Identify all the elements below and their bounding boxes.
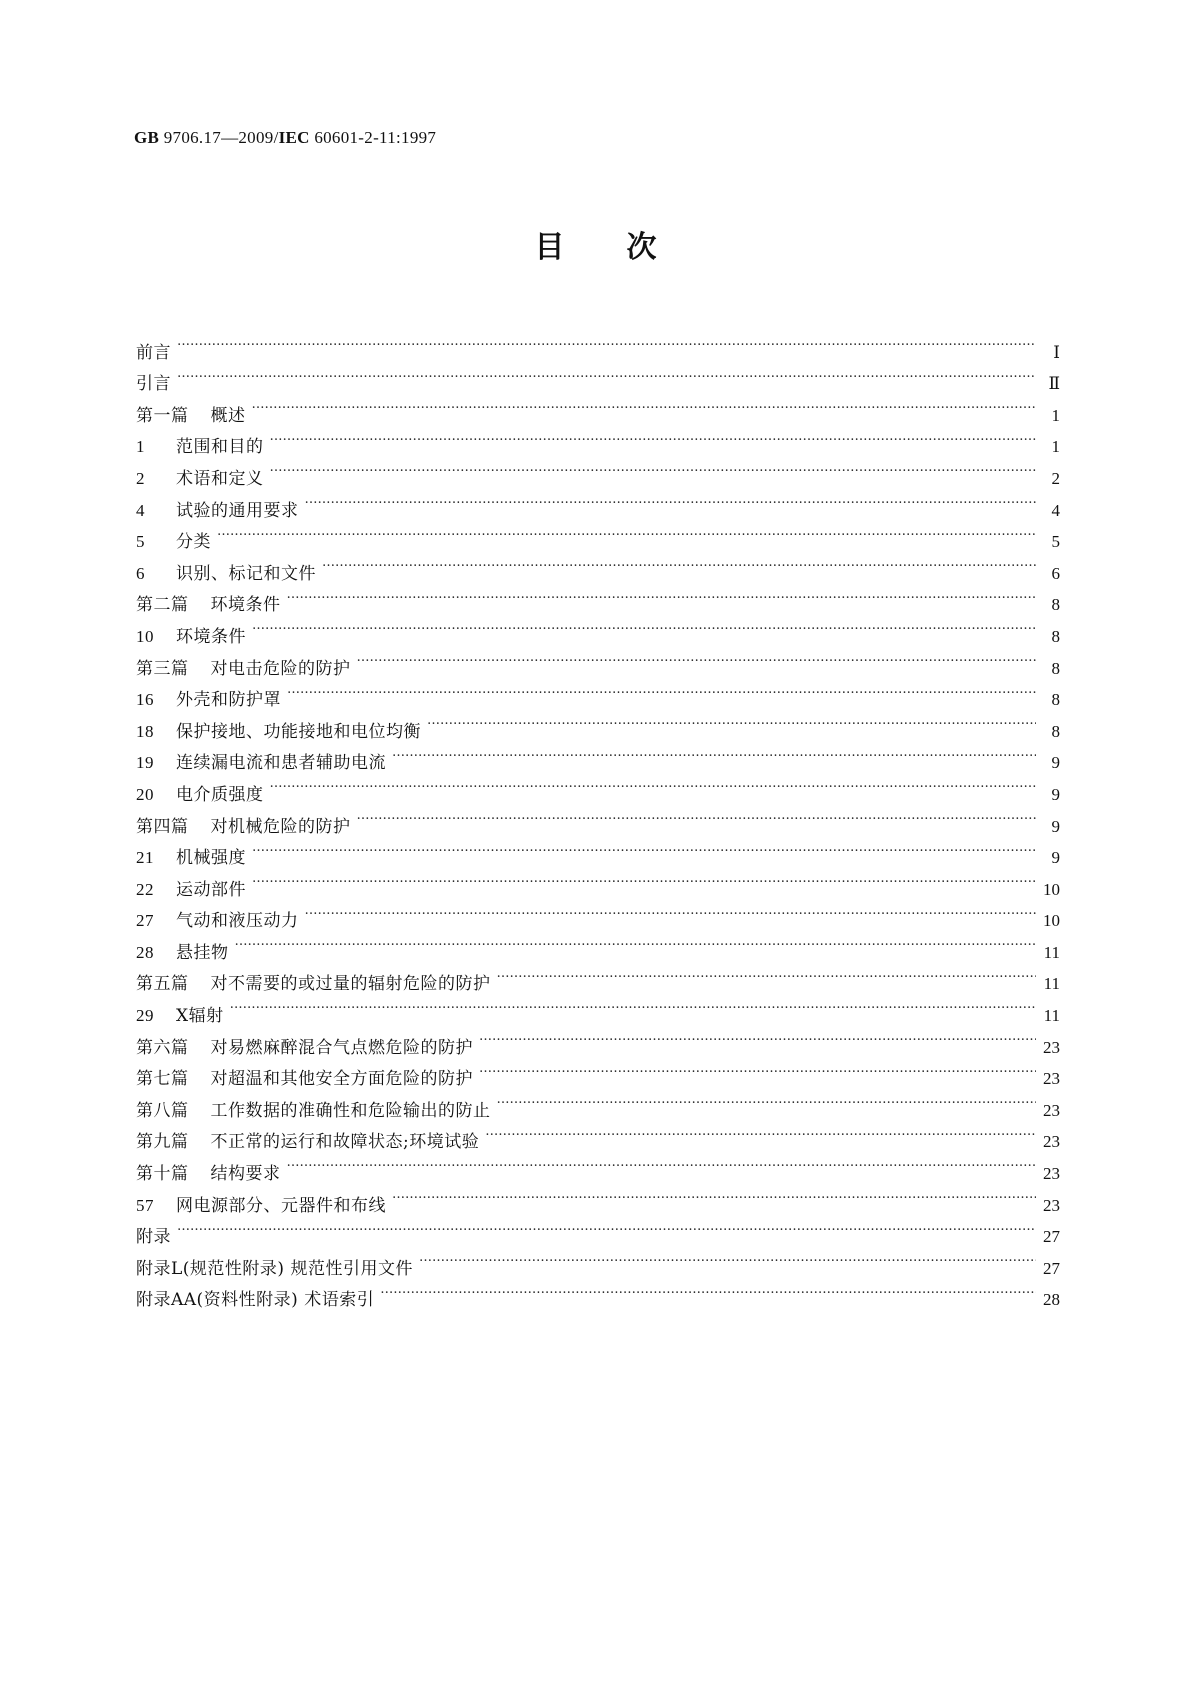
toc-entry[interactable] [136, 389, 1060, 426]
standard-code-prefix: GB [134, 128, 160, 147]
toc-entry-label [136, 1158, 281, 1191]
toc-entry-title: X辐射 [176, 1006, 224, 1027]
toc-entry-title: 前言 [136, 342, 171, 363]
toc-page-number: 9 [1051, 848, 1060, 868]
toc-page-number: Ⅰ [1053, 342, 1060, 362]
toc-entry-number: 2 [136, 468, 145, 488]
iec-code-prefix: IEC [278, 128, 310, 147]
toc-entry-title: 识别、标记和文件 [176, 563, 316, 584]
toc-page-number: 28 [1043, 1290, 1060, 1310]
toc-page-number: 10 [1043, 879, 1060, 899]
toc-entry-number: 第八篇 [136, 1100, 189, 1120]
toc-dot-leader [479, 1053, 1036, 1085]
toc-entry-number: 5 [136, 532, 145, 552]
toc-entry-label [136, 1222, 171, 1254]
toc-page-number: 1 [1051, 437, 1060, 457]
toc-entry[interactable] [136, 421, 1060, 458]
toc-entry-label [136, 842, 246, 875]
toc-page-number: 27 [1043, 1227, 1060, 1247]
toc-dot-leader [252, 832, 1036, 864]
toc-page-number: 10 [1043, 911, 1060, 931]
toc-dot-leader [392, 737, 1036, 769]
toc-dot-leader [230, 989, 1036, 1021]
toc-page-number: 11 [1043, 1006, 1060, 1026]
toc-page-number: 23 [1043, 1069, 1060, 1089]
toc-dot-leader [177, 326, 1036, 358]
toc-entry-number: 第九篇 [136, 1132, 189, 1152]
toc-entry-label [136, 400, 246, 433]
toc-entry-label [136, 1063, 473, 1096]
toc-entry[interactable] [136, 516, 1060, 553]
toc-page-number: 23 [1043, 1100, 1060, 1120]
toc-entry[interactable] [136, 1021, 1060, 1058]
toc-entry[interactable] [136, 452, 1060, 489]
toc-entry-number: 第十篇 [136, 1164, 189, 1184]
toc-dot-leader [357, 800, 1037, 832]
toc-page-number: 23 [1043, 1132, 1060, 1152]
toc-page-number: 9 [1051, 753, 1060, 773]
toc-entry-title: 机械强度 [176, 848, 246, 869]
toc-entry[interactable] [136, 926, 1060, 963]
toc-page-number: 23 [1043, 1164, 1060, 1184]
toc-entry-title: 附录L(规范性附录) 规范性引用文件 [136, 1258, 413, 1279]
toc-entry[interactable] [136, 989, 1060, 1027]
toc-entry[interactable] [136, 768, 1060, 805]
toc-entry[interactable] [136, 484, 1060, 521]
toc-entry-number: 4 [136, 500, 145, 520]
toc-entry-label [136, 369, 171, 401]
toc-entry-label [136, 684, 281, 717]
toc-entry-number: 22 [136, 879, 154, 899]
toc-entry[interactable] [136, 832, 1060, 869]
toc-entry[interactable] [136, 800, 1060, 837]
toc-dot-leader [322, 547, 1036, 579]
toc-entry[interactable] [136, 610, 1060, 647]
toc-dot-leader [485, 1116, 1036, 1148]
toc-entry-number: 19 [136, 753, 154, 773]
toc-page-number: 8 [1051, 690, 1060, 710]
toc-page-number: 9 [1051, 784, 1060, 804]
toc-page-number: Ⅱ [1048, 374, 1060, 394]
toc-page-number: 5 [1051, 532, 1060, 552]
toc-entry-number: 1 [136, 437, 145, 457]
toc-entry-label [136, 874, 246, 907]
toc-entry-title: 对电击危险的防护 [210, 658, 351, 679]
toc-entry-label [136, 1095, 491, 1128]
toc-entry-label [136, 1254, 413, 1286]
toc-page-number: 27 [1043, 1258, 1060, 1278]
toc-dot-leader [270, 421, 1037, 453]
toc-entry-number: 27 [136, 911, 154, 931]
toc-entry-title: 对不需要的或过量的辐射危险的防护 [210, 974, 491, 995]
toc-dot-leader [427, 705, 1036, 737]
toc-entry-label [136, 779, 264, 812]
toc-page-number: 11 [1043, 942, 1060, 962]
toc-entry-number: 第七篇 [136, 1069, 189, 1089]
toc-entry-label [136, 937, 229, 970]
toc-entry-number: 18 [136, 721, 154, 741]
toc-page-number: 2 [1051, 468, 1060, 488]
page-title: 目次 [534, 230, 719, 265]
toc-entry-number: 6 [136, 563, 145, 583]
toc-entry[interactable] [136, 642, 1060, 679]
toc-entry-title: 附录AA(资料性附录) 术语索引 [136, 1290, 375, 1311]
toc-entry[interactable] [136, 358, 1060, 395]
toc-dot-leader [235, 926, 1037, 958]
toc-dot-leader [270, 452, 1037, 484]
toc-entry-title: 不正常的运行和故障状态;环境试验 [210, 1132, 480, 1153]
toc-dot-leader [252, 863, 1036, 895]
toc-entry[interactable] [136, 895, 1060, 932]
toc-entry-title: 附录 [136, 1227, 171, 1248]
toc-dot-leader [287, 674, 1036, 706]
toc-entry-number: 第四篇 [136, 816, 189, 836]
toc-page-number: 8 [1051, 626, 1060, 646]
toc-entry-title: 对易燃麻醉混合气点燃危险的防护 [210, 1037, 473, 1058]
toc-entry-number: 29 [136, 1006, 154, 1026]
toc-entry-label [136, 338, 171, 370]
toc-entry-title: 网电源部分、元器件和布线 [176, 1195, 386, 1216]
toc-entry[interactable] [136, 547, 1060, 584]
toc-entry[interactable] [136, 326, 1060, 363]
toc-dot-leader [177, 1211, 1036, 1243]
toc-entry-title: 保护接地、功能接地和电位均衡 [176, 721, 421, 742]
toc-entry-number: 16 [136, 690, 154, 710]
toc-entry-number: 第二篇 [136, 595, 189, 615]
toc-entry-label [136, 1000, 224, 1033]
toc-entry-label [136, 431, 264, 464]
toc-entry[interactable] [136, 1211, 1060, 1248]
toc-dot-leader [392, 1179, 1036, 1211]
toc-entry-title: 对超温和其他安全方面危险的防护 [210, 1069, 473, 1090]
toc-page-number: 6 [1051, 563, 1060, 583]
toc-entry-label [136, 463, 264, 496]
toc-entry-title: 概述 [210, 405, 246, 426]
toc-entry[interactable] [136, 1242, 1060, 1279]
toc-entry-title: 环境条件 [210, 595, 281, 616]
toc-entry-title: 对机械危险的防护 [210, 816, 351, 837]
toc-entry-number: 28 [136, 942, 154, 962]
standard-code-number: 9706.17—2009/ [163, 128, 279, 147]
toc-entry-title: 外壳和防护罩 [176, 690, 281, 711]
toc-dot-leader [497, 958, 1037, 990]
toc-entry-number: 第三篇 [136, 658, 189, 678]
toc-entry-title: 电介质强度 [176, 784, 264, 805]
toc-entry-title: 工作数据的准确性和危险输出的防止 [210, 1100, 491, 1121]
toc-entry-title: 环境条件 [176, 626, 246, 647]
toc-page-number: 8 [1051, 721, 1060, 741]
toc-entry-label [136, 526, 211, 559]
toc-entry-title: 悬挂物 [176, 942, 229, 963]
toc-entry-number: 20 [136, 784, 154, 804]
toc-entry-title: 连续漏电流和患者辅助电流 [176, 753, 386, 774]
toc-page-number: 11 [1043, 974, 1060, 994]
toc-dot-leader [479, 1021, 1036, 1053]
document-header [134, 128, 436, 148]
toc-dot-leader [380, 1274, 1036, 1306]
toc-dot-leader [287, 579, 1037, 611]
toc-dot-leader [305, 484, 1037, 516]
toc-entry-label [136, 1285, 374, 1317]
toc-entry-title: 术语和定义 [176, 468, 264, 489]
toc-entry-number: 第一篇 [136, 405, 189, 425]
toc-page-number: 23 [1043, 1195, 1060, 1215]
toc-page-number: 4 [1051, 500, 1060, 520]
toc-page-number: 1 [1051, 405, 1060, 425]
toc-entry-title: 范围和目的 [176, 437, 264, 458]
toc-entry-label [136, 621, 246, 654]
toc-dot-leader [419, 1242, 1036, 1274]
toc-entry-label [136, 716, 421, 749]
toc-dot-leader [357, 642, 1037, 674]
toc-entry-title: 分类 [176, 532, 211, 553]
toc-page-number: 8 [1051, 595, 1060, 615]
toc-dot-leader [217, 516, 1036, 548]
toc-dot-leader [270, 768, 1037, 800]
toc-dot-leader [305, 895, 1037, 927]
toc-entry-title: 气动和液压动力 [176, 911, 299, 932]
iec-code-number: 60601-2-11:1997 [314, 128, 437, 147]
toc-entry-number: 21 [136, 848, 154, 868]
toc-entry-title: 运动部件 [176, 879, 246, 900]
toc-entry-number: 10 [136, 626, 154, 646]
toc-entry-title: 结构要求 [210, 1164, 281, 1185]
toc-entry[interactable] [136, 863, 1060, 900]
toc-entry-number: 第五篇 [136, 974, 189, 994]
toc-entry-number: 57 [136, 1195, 154, 1215]
toc-entry-title: 试验的通用要求 [176, 500, 299, 521]
toc-entry-number: 第六篇 [136, 1037, 189, 1057]
toc-page-number: 9 [1051, 816, 1060, 836]
toc-entry[interactable] [136, 958, 1060, 995]
toc-entry-title: 引言 [136, 374, 171, 395]
table-of-contents [136, 326, 1060, 1311]
toc-entry-label [136, 1032, 473, 1065]
toc-dot-leader [177, 358, 1036, 390]
toc-dot-leader [252, 610, 1036, 642]
toc-page-number: 8 [1051, 658, 1060, 678]
toc-dot-leader [287, 1147, 1037, 1179]
toc-dot-leader [497, 1084, 1037, 1116]
toc-page-number: 23 [1043, 1037, 1060, 1057]
toc-dot-leader [252, 389, 1037, 421]
